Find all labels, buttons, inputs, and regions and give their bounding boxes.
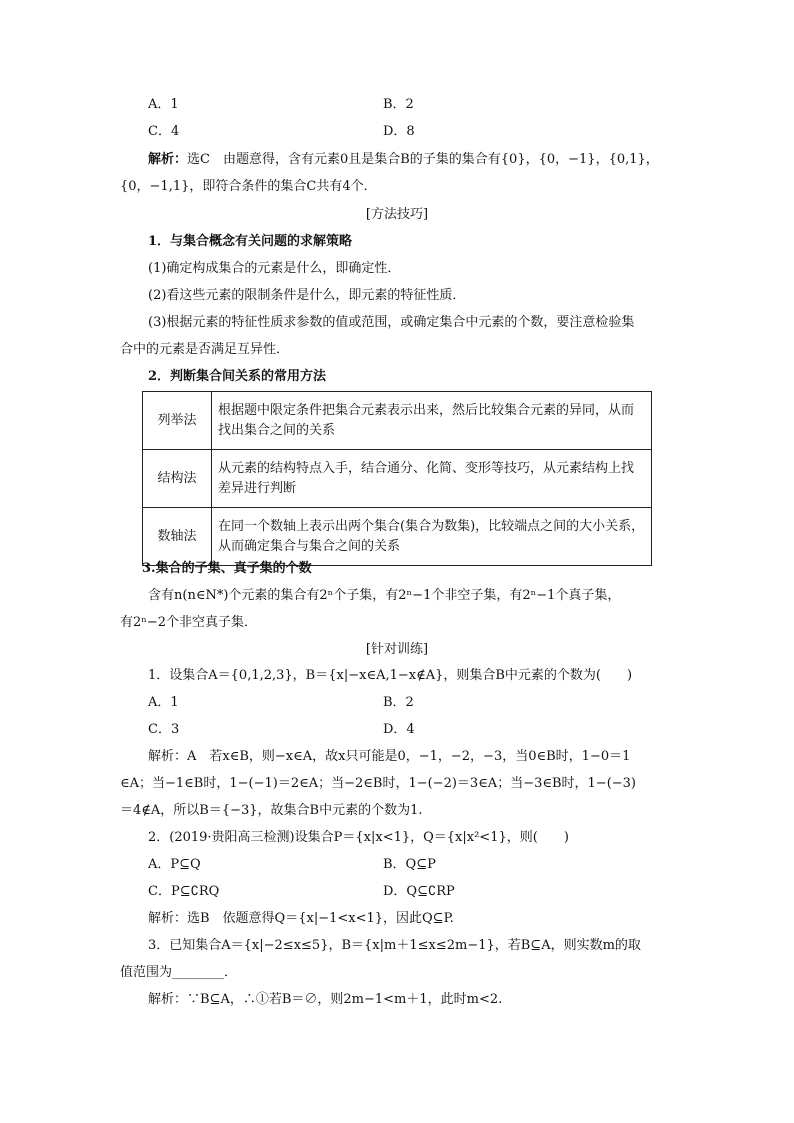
practice-title: [针对训练]	[365, 642, 429, 657]
table-row	[143, 392, 652, 450]
table-row	[143, 450, 652, 508]
option-d: D．8	[383, 124, 415, 139]
tip3-line1: 含有n(n∈N*)个元素的集合有2ⁿ个子集，有2ⁿ−1个非空子集，有2ⁿ−1个真子集，	[148, 588, 621, 603]
tip1-p3a: (3)根据元素的特征性质求参数的值或范围，或确定集合中元素的个数，要注意检验集	[148, 315, 635, 330]
tip1-p2: (2)看这些元素的限制条件是什么，即元素的特征性质．	[148, 288, 466, 303]
option-c: C．4	[148, 124, 180, 139]
method-name: 列举法	[143, 392, 212, 450]
q3-stem-2: 值范围为________．	[120, 965, 238, 980]
q3-stem-1: 3．已知集合A＝{x|−2≤x≤5}，B＝{x|m＋1≤x≤2m−1}，若B⊆A，则实数m的取	[148, 938, 641, 953]
methods-table	[142, 391, 652, 566]
option-b: B．2	[383, 97, 414, 112]
q1-option-a: A．1	[148, 695, 179, 710]
q2-option-a: A．P⊆Q	[148, 857, 201, 872]
q1-solution-3: ＝4∉A，所以B＝{−3}，故集合B中元素的个数为1.	[120, 803, 423, 818]
q2-option-d: D．Q⊆∁RP	[383, 884, 455, 899]
method-desc: 在同一个数轴上表示出两个集合(集合为数集)，比较端点之间的大小关系，从而确定集合与集合之间的关系	[212, 508, 652, 566]
tip2-heading: 2．判断集合间关系的常用方法	[148, 369, 327, 384]
tip1-heading: 1．与集合概念有关问题的求解策略	[148, 234, 353, 249]
q1-option-c: C．3	[148, 722, 180, 737]
q3-solution: 解析：∵B⊆A，∴①若B＝∅，则2m−1<m＋1，此时m<2.	[148, 992, 503, 1007]
q2-solution: 解析：选B 依题意得Q＝{x|−1<x<1}，因此Q⊆P.	[148, 911, 454, 926]
q2-option-c: C．P⊆∁RQ	[148, 884, 220, 899]
analysis-line-1: 解析：选C 由题意得，含有元素0且是集合B的子集的集合有{0}，{0，−1}，{0,1}，	[148, 152, 659, 167]
q2-option-b: B．Q⊆P	[383, 857, 436, 872]
section-title: [方法技巧]	[365, 207, 429, 222]
tip1-p1: (1)确定构成集合的元素是什么，即确定性．	[148, 261, 401, 276]
q1-option-d: D．4	[383, 722, 415, 737]
q1-solution-2: ∈A；当−1∈B时，1−(−1)＝2∈A；当−2∈B时，1−(−2)＝3∈A；当−3∈B时，1−(−3)	[120, 776, 637, 791]
tip1-p3b: 合中的元素是否满足互异性．	[120, 342, 290, 357]
q1-stem: 1．设集合A＝{0,1,2,3}，B＝{x|−x∈A,1−x∉A}，则集合B中元素的个数为( )	[148, 668, 633, 683]
table-row	[143, 508, 652, 566]
method-name: 数轴法	[143, 508, 212, 566]
q1-option-b: B．2	[383, 695, 414, 710]
q2-stem: 2．(2019·贵阳高三检测)设集合P＝{x|x<1}，Q＝{x|x²<1}，则( )	[148, 830, 569, 845]
analysis-line-2: {0，−1,1}，即符合条件的集合C共有4个．	[120, 179, 377, 194]
analysis-label: 解析：	[148, 152, 188, 167]
method-desc: 从元素的结构特点入手，结合通分、化简、变形等技巧，从元素结构上找差异进行判断	[212, 450, 652, 508]
tip3-line2: 有2ⁿ−2个非空真子集．	[120, 615, 258, 630]
method-desc: 根据题中限定条件把集合元素表示出来，然后比较集合元素的异同，从而找出集合之间的关系	[212, 392, 652, 450]
q1-solution-1: 解析：A 若x∈B，则−x∈A，故x只可能是0，−1，−2，−3，当0∈B时，1−0＝1	[148, 749, 631, 764]
tip3-heading: 3.集合的子集、真子集的个数	[142, 561, 312, 576]
method-name: 结构法	[143, 450, 212, 508]
option-a: A．1	[148, 97, 179, 112]
